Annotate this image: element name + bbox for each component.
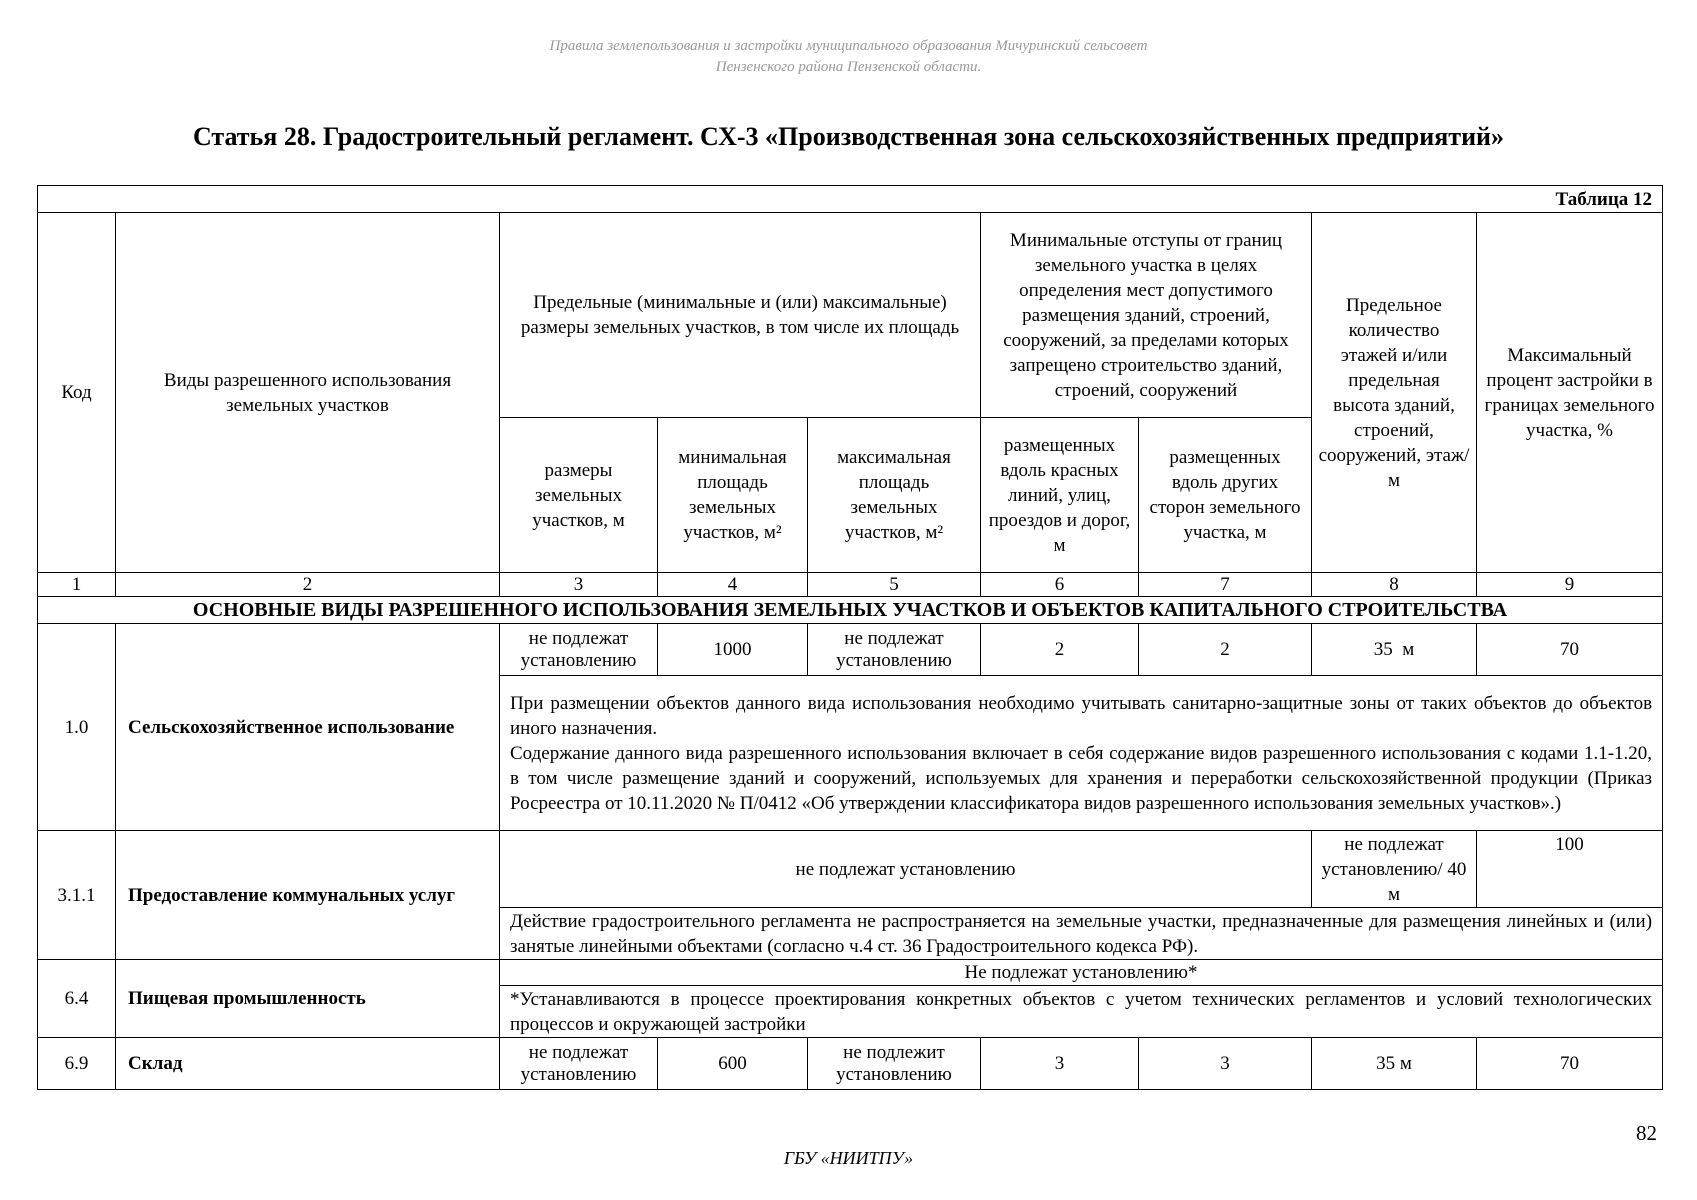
header-floors: Предельное количество этажей и/или предельная высота зданий, строений, сооружений, этаж/м — [1312, 213, 1477, 573]
column-number: 9 — [1477, 573, 1663, 597]
row-note: *Устанавливаются в процессе проектирования конкретных объектов с учетом технических регламентов и условий технологических процессов и окружающей застройки — [500, 986, 1663, 1038]
row-setback-other: 3 — [1139, 1038, 1312, 1090]
column-number: 5 — [808, 573, 981, 597]
row-min-area: 1000 — [658, 624, 808, 676]
section-title: ОСНОВНЫЕ ВИДЫ РАЗРЕШЕННОГО ИСПОЛЬЗОВАНИЯ ЗЕМЕЛЬНЫХ УЧАСТКОВ И ОБЪЕКТОВ КАПИТАЛЬНОГО СТРОИТЕЛЬСТВА — [38, 597, 1663, 624]
row-code: 6.4 — [38, 960, 116, 1038]
row-max-area: не подлежит установлению — [808, 1038, 981, 1090]
footer-organization: ГБУ «НИИТПУ» — [783, 1148, 914, 1168]
column-number: 2 — [116, 573, 500, 597]
row-coverage: 70 — [1477, 1038, 1663, 1090]
row-code: 6.9 — [38, 1038, 116, 1090]
running-header-line-1: Правила землепользования и застройки муниципального образования Мичуринский сельсовет — [549, 38, 1148, 54]
row-use-name: Склад — [116, 1038, 500, 1090]
column-number: 6 — [981, 573, 1139, 597]
row-note-paragraph: При размещении объектов данного вида использования необходимо учитывать санитарно-защитные зоны от таких объектов до объектов иного назначения. — [510, 692, 1653, 739]
header-plot-size: размеры земельных участков, м — [500, 418, 658, 573]
row-coverage: 100 — [1477, 831, 1663, 908]
header-coverage: Максимальный процент застройки в границах земельного участка, % — [1477, 213, 1663, 573]
row-floors: 35 м — [1312, 624, 1477, 676]
article-title: Статья 28. Градостроительный регламент. СХ-3 «Производственная зона сельскохозяйственных предприятий» — [192, 122, 1505, 151]
header-setbacks: Минимальные отступы от границ земельного участка в целях определения мест допустимого размещения зданий, строений, сооружений, за пределами которых запрещено строительство зданий, строений, сооружений — [981, 213, 1312, 418]
row-note: Действие градостроительного регламента не распространяется на земельные участки, предназначенные для размещения линейных и (или) занятые линейными объектами (согласно ч.4 ст. 36 Градостроительного кодекса РФ). — [500, 908, 1663, 960]
column-number: 4 — [658, 573, 808, 597]
column-number: 1 — [38, 573, 116, 597]
running-header-line-2: Пензенского района Пензенской области. — [715, 59, 982, 75]
column-number: 3 — [500, 573, 658, 597]
column-number-row — [38, 573, 1663, 597]
row-note-paragraph: Содержание данного вида разрешенного использования включает в себя содержание видов разрешенного использования с кодами 1.1-1.20, в том числе размещение зданий и сооружений, используемых для хранения и переработки сельскохозяйственной продукции (Приказ Росреестра от 10.11.2020 № П/0412 «Об утверждении классификатора видов разрешенного использования земельных участков».) — [510, 742, 1653, 814]
row-note — [500, 676, 1663, 831]
row-floors: 35 м — [1312, 1038, 1477, 1090]
table-caption: Таблица 12 — [38, 186, 1663, 213]
row-use-name: Предоставление коммунальных услуг — [116, 831, 500, 960]
row-use-name: Пищевая промышленность — [116, 960, 500, 1038]
row-plot-size: не подлежат установлению — [500, 1038, 658, 1090]
row-use-name: Сельскохозяйственное использование — [116, 624, 500, 831]
table-row — [38, 831, 1663, 908]
header-row-1 — [38, 213, 1663, 418]
header-code: Код — [38, 213, 116, 573]
row-max-area: не подлежат установлению — [808, 624, 981, 676]
row-code: 3.1.1 — [38, 831, 116, 960]
row-floors: не подлежат установлению/ 40 м — [1312, 831, 1477, 908]
row-limits: не подлежат установлению — [500, 831, 1312, 908]
header-setback-red: размещенных вдоль красных линий, улиц, проездов и дорог, м — [981, 418, 1139, 573]
row-plot-size: не подлежат установлению — [500, 624, 658, 676]
table-row — [38, 1038, 1663, 1090]
column-number: 7 — [1139, 573, 1312, 597]
page-number: 82 — [1636, 1121, 1657, 1145]
table-row — [38, 960, 1663, 986]
row-coverage: 70 — [1477, 624, 1663, 676]
section-row — [38, 597, 1663, 624]
column-number: 8 — [1312, 573, 1477, 597]
header-plot-limits: Предельные (минимальные и (или) максимальные) размеры земельных участков, в том числе их площадь — [500, 213, 981, 418]
row-setback-other: 2 — [1139, 624, 1312, 676]
header-min-area: минимальная площадь земельных участков, м² — [658, 418, 808, 573]
row-code: 1.0 — [38, 624, 116, 831]
row-setback-red: 2 — [981, 624, 1139, 676]
row-setback-red: 3 — [981, 1038, 1139, 1090]
header-max-area: максимальная площадь земельных участков, м² — [808, 418, 981, 573]
row-min-area: 600 — [658, 1038, 808, 1090]
header-use-types: Виды разрешенного использования земельных участков — [116, 213, 500, 573]
regulation-table — [37, 185, 1663, 1090]
header-setback-other: размещенных вдоль других сторон земельного участка, м — [1139, 418, 1312, 573]
caption-row — [38, 186, 1663, 213]
row-limits: Не подлежат установлению* — [500, 960, 1663, 986]
table-row — [38, 624, 1663, 676]
running-header — [0, 36, 1697, 78]
